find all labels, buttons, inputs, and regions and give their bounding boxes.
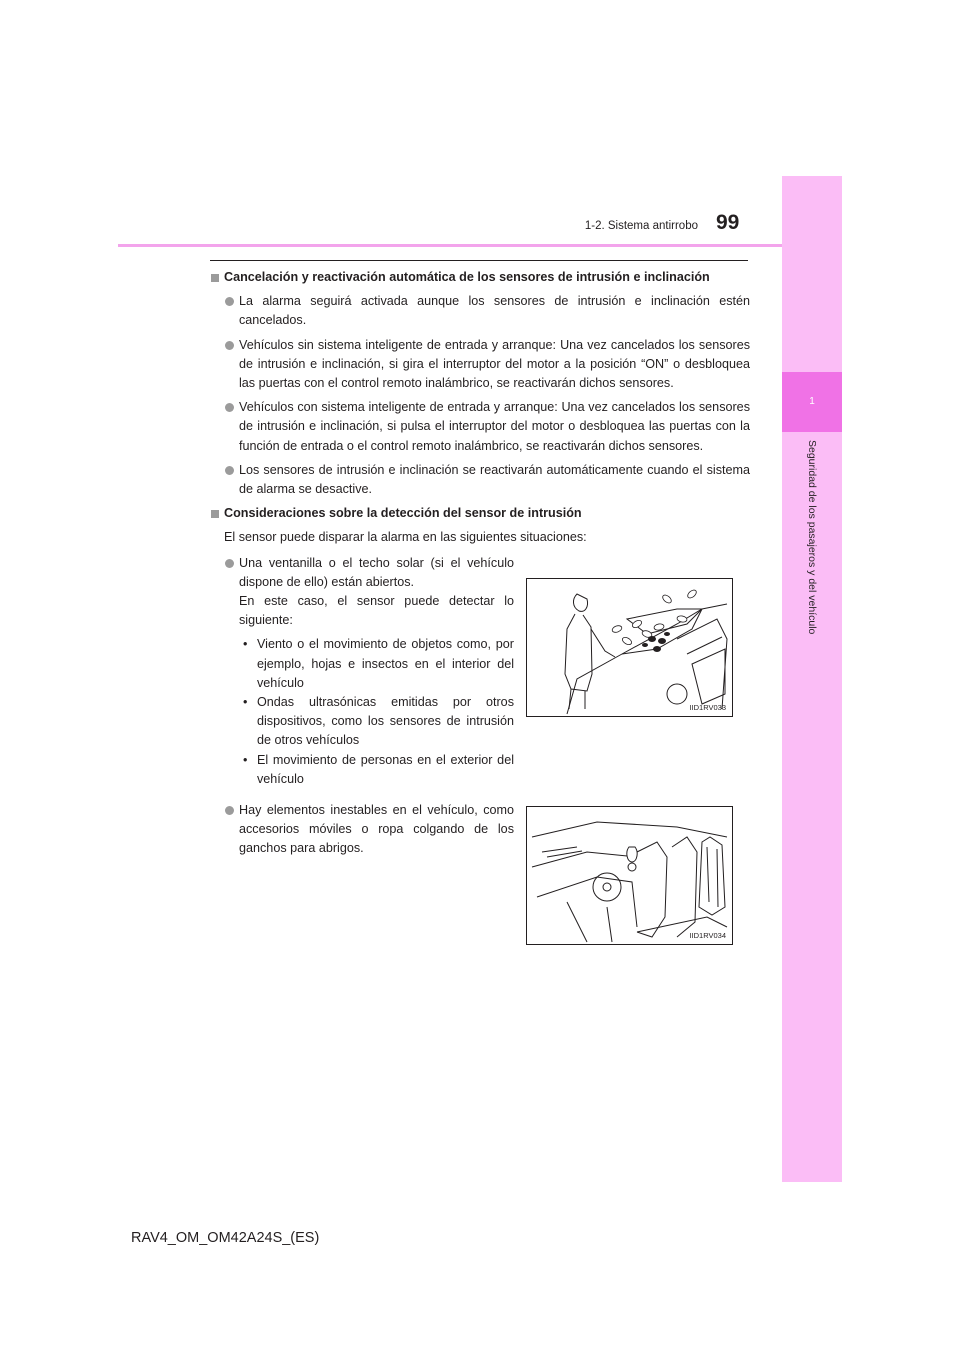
chapter-number: 1 (782, 372, 842, 432)
window-open-block (210, 554, 514, 859)
page-content (210, 268, 750, 864)
bullet-window-open: Una ventanilla o el techo solar (si el vehículo dispone de ello) están abiertos. (210, 554, 514, 592)
heading-sensor-reactivation: Cancelación y reactivación automática de los sensores de intrusión e inclinación (210, 268, 750, 287)
header-line (118, 244, 782, 247)
chapter-title: Seguridad de los pasajeros y del vehículo (806, 440, 818, 635)
sub-item-wind: • Viento o el movimiento de objetos como, por ejemplo, hojas e insectos en el interior del vehículo (210, 635, 514, 693)
content-top-rule (210, 260, 748, 261)
intro-text: El sensor puede disparar la alarma en las siguientes situaciones: (224, 530, 587, 545)
interior-illustration (527, 807, 732, 944)
sunroof-illustration (527, 579, 732, 716)
sub-item-ultrasonic: • Ondas ultrasónicas emitidas por otros dispositivos, como los sensores de intrusión de otros vehículos (210, 693, 514, 751)
section-title: 1-2. Sistema antirrobo (584, 220, 698, 232)
figure-sunroof-leaves (526, 578, 733, 717)
bullet-without-smart-key: Vehículos sin sistema inteligente de entrada y arranque: Una vez cancelados los sensores de intrusión e inclinación, si gira el interruptor del motor a la posición “ON” o desbloquea las puertas con el control remoto inalámbrico, se reactivarán dichos sensores. (210, 336, 750, 394)
figure-id: IID1RV033 (689, 703, 726, 712)
bullet-alarm-stays-active: La alarma seguirá activada aunque los sensores de intrusión e inclinación estén cancelados. (210, 292, 750, 330)
heading-intrusion-detection: Consideraciones sobre la detección del sensor de intrusión (210, 504, 750, 523)
bullet-auto-reactivation: Los sensores de intrusión e inclinación se reactivarán automáticamente cuando el sistema de alarma se desactive. (210, 461, 750, 499)
bullet-unstable-items: Hay elementos inestables en el vehículo, como accesorios móviles o ropa colgando de los ganchos para abrigos. (210, 801, 514, 859)
sub-item-people: • El movimiento de personas en el exterior del vehículo (210, 751, 514, 789)
page-number: 99 (716, 211, 740, 234)
bullet-with-smart-key: Vehículos con sistema inteligente de entrada y arranque: Una vez cancelados los sensores de intrusión e inclinación, si pulsa el interruptor del motor o desbloquea las puertas con la función de entrada o el control remoto inalámbrico, se reactivarán dichos sensores. (210, 398, 750, 456)
figure-interior-clothes (526, 806, 733, 945)
window-open-note: En este caso, el sensor puede detectar lo siguiente: (239, 594, 514, 628)
document-code: RAV4_OM_OM42A24S_(ES) (131, 1230, 320, 1246)
figure-id: IID1RV034 (689, 931, 726, 940)
